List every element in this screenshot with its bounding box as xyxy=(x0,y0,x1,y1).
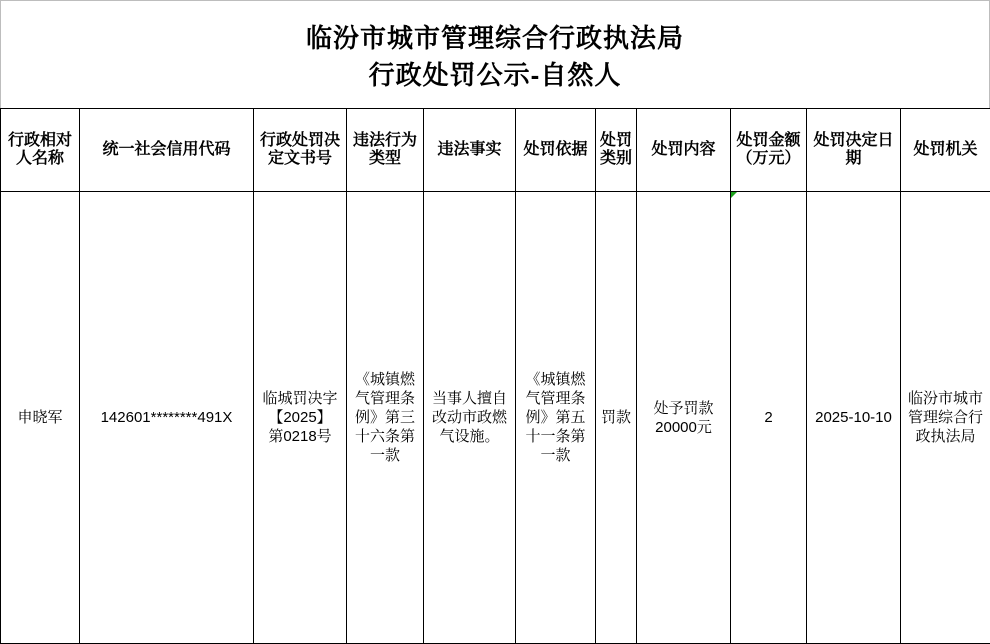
header-label-line: 类别 xyxy=(596,150,636,168)
cell-text-line: 例》第五 xyxy=(516,408,595,427)
cell-text-line: 改动市政燃 xyxy=(424,408,515,427)
cell-text: 罚款 xyxy=(596,408,636,427)
cell-penalty-content[interactable] xyxy=(637,192,731,644)
header-label-line: 类型 xyxy=(347,150,423,168)
table-row xyxy=(1,192,990,644)
header-penalty-basis[interactable] xyxy=(516,109,596,192)
header-decision-number[interactable] xyxy=(254,109,347,192)
header-penalty-content[interactable] xyxy=(637,109,731,192)
cell-text-line: 气管理条 xyxy=(516,389,595,408)
cell-text-line: 一款 xyxy=(516,446,595,465)
header-credit-code[interactable] xyxy=(80,109,254,192)
header-decision-date[interactable] xyxy=(807,109,901,192)
cell-text-line: 气管理条 xyxy=(347,389,423,408)
cell-penalty-amount[interactable] xyxy=(731,192,807,644)
cell-text-line: 十六条第 xyxy=(347,427,423,446)
cell-text-line: 临汾市城市 xyxy=(901,389,990,408)
cell-violation-type[interactable] xyxy=(347,192,424,644)
header-row xyxy=(1,109,990,192)
cell-text: 2025-10-10 xyxy=(807,408,900,427)
cell-penalty-basis[interactable] xyxy=(516,192,596,644)
cell-text-line: 第0218号 xyxy=(254,427,346,446)
cell-authority[interactable] xyxy=(901,192,990,644)
cell-text-line: 临城罚决字 xyxy=(254,389,346,408)
header-label-line: 处罚决定日 xyxy=(807,132,900,150)
header-label-line: 违法行为 xyxy=(347,132,423,150)
header-label-line: 行政处罚决 xyxy=(254,132,346,150)
header-label-line: 行政相对 xyxy=(1,132,79,150)
header-label-line: 处罚依据 xyxy=(516,141,595,159)
cell-text-line: 【2025】 xyxy=(254,408,346,427)
cell-text-line: 《城镇燃 xyxy=(347,370,423,389)
cell-text: 2 xyxy=(731,408,806,427)
cell-text-line: 十一条第 xyxy=(516,427,595,446)
cell-credit-code[interactable] xyxy=(80,192,254,644)
cell-party-name[interactable] xyxy=(1,192,80,644)
cell-error-indicator-icon xyxy=(731,192,737,198)
header-violation-facts[interactable] xyxy=(424,109,516,192)
cell-text-line: 20000元 xyxy=(637,418,730,437)
header-authority[interactable] xyxy=(901,109,990,192)
header-penalty-amount[interactable] xyxy=(731,109,807,192)
cell-decision-date[interactable] xyxy=(807,192,901,644)
header-label-line: 人名称 xyxy=(1,150,79,168)
cell-text-line: 《城镇燃 xyxy=(516,370,595,389)
header-violation-type[interactable] xyxy=(347,109,424,192)
header-label-line: 处罚机关 xyxy=(901,141,990,159)
cell-text: 申晓军 xyxy=(1,408,79,427)
cell-text-line: 一款 xyxy=(347,446,423,465)
page-subtitle: 行政处罚公示-自然人 xyxy=(1,57,989,94)
header-penalty-category[interactable] xyxy=(596,109,637,192)
header-label-line: 统一社会信用代码 xyxy=(80,141,253,159)
cell-decision-number[interactable] xyxy=(254,192,347,644)
cell-text-line: 政执法局 xyxy=(901,427,990,446)
header-label-line: 期 xyxy=(807,150,900,168)
cell-text-line: 例》第三 xyxy=(347,408,423,427)
header-label-line: 违法事实 xyxy=(424,141,515,159)
header-label-line: 定文书号 xyxy=(254,150,346,168)
header-party-name[interactable] xyxy=(1,109,80,192)
cell-penalty-category[interactable] xyxy=(596,192,637,644)
page-title: 临汾市城市管理综合行政执法局 xyxy=(1,20,989,57)
cell-text: 142601********491X xyxy=(80,408,253,427)
header-label-line: （万元） xyxy=(731,150,806,168)
cell-text-line: 当事人擅自 xyxy=(424,389,515,408)
cell-violation-facts[interactable] xyxy=(424,192,516,644)
header-label-line: 处罚 xyxy=(596,132,636,150)
cell-text-line: 处予罚款 xyxy=(637,399,730,418)
header-label-line: 处罚内容 xyxy=(637,141,730,159)
penalty-table xyxy=(0,108,990,644)
title-block xyxy=(0,0,990,108)
cell-text-line: 气设施。 xyxy=(424,427,515,446)
header-label-line: 处罚金额 xyxy=(731,132,806,150)
cell-text-line: 管理综合行 xyxy=(901,408,990,427)
